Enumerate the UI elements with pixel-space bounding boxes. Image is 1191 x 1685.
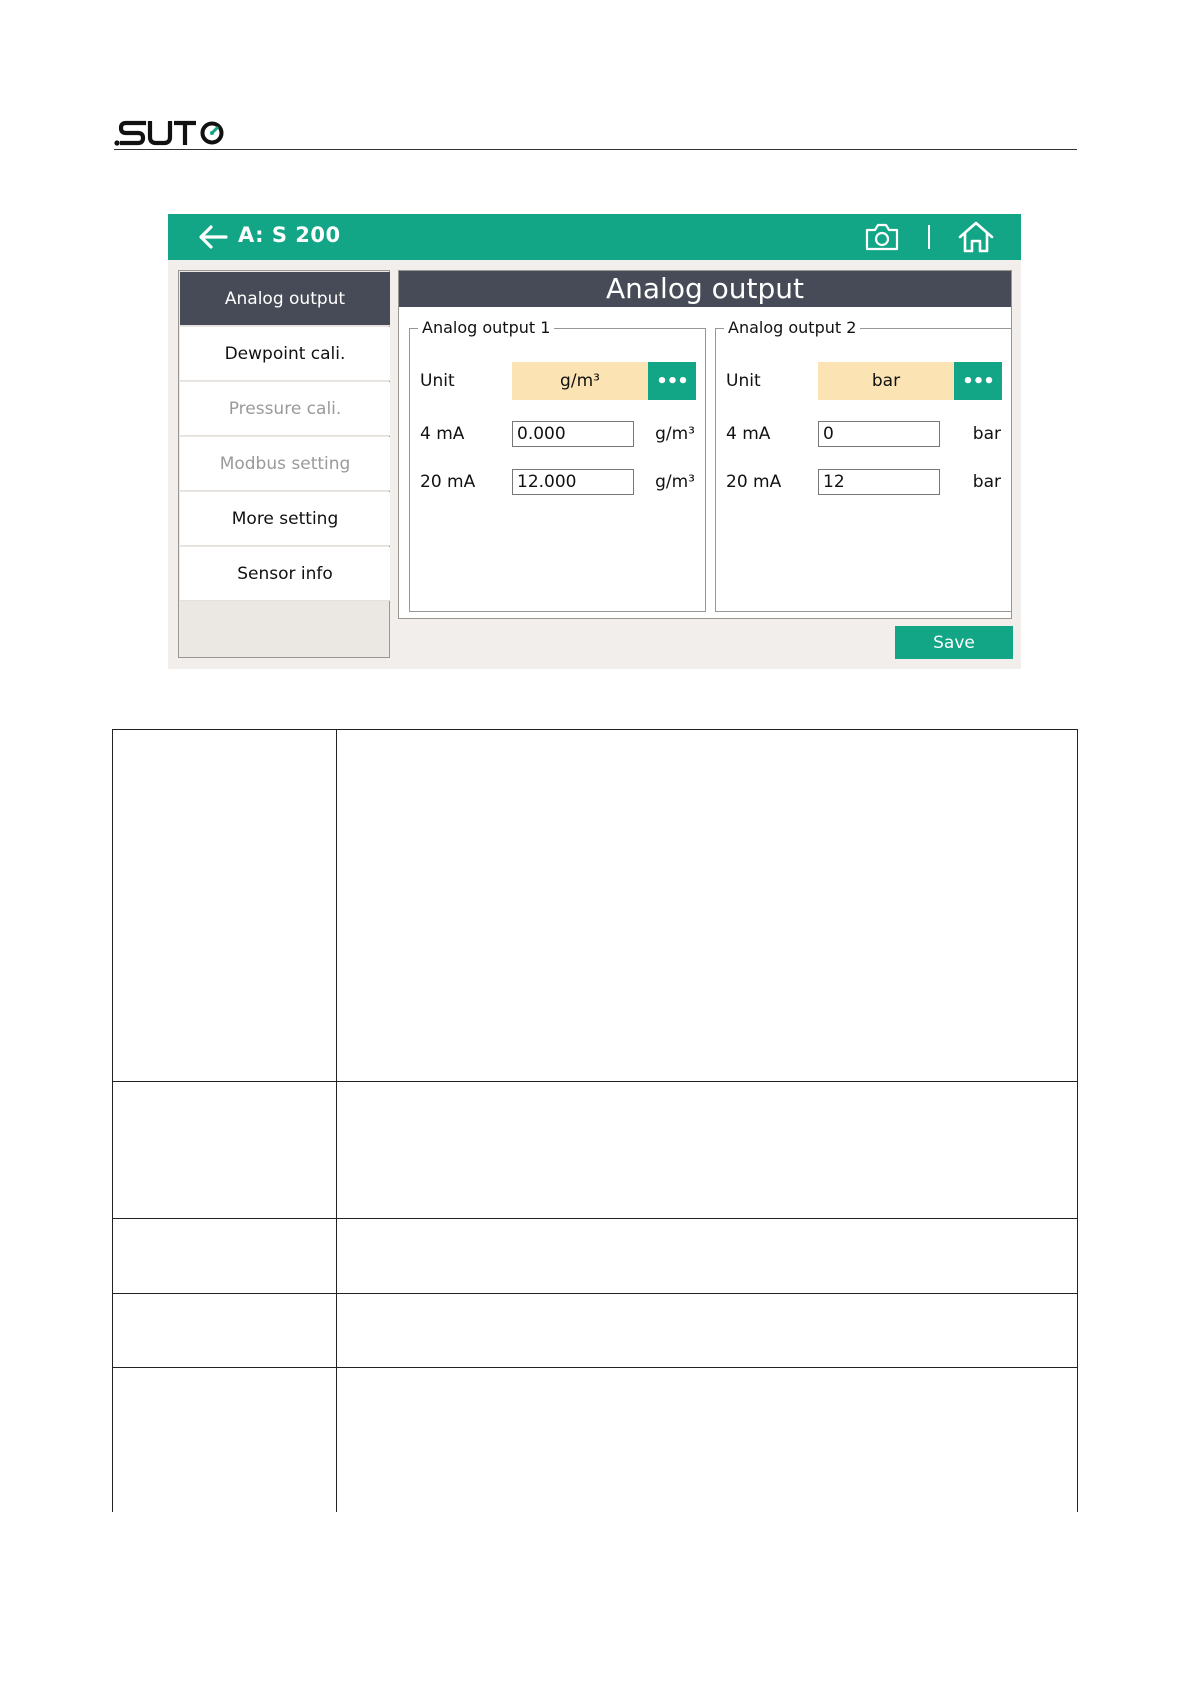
table-cell: [113, 730, 337, 1082]
analog-output-1-group: [409, 318, 706, 612]
output1-4ma-input[interactable]: [512, 421, 634, 447]
device-title: A: S 200: [238, 223, 341, 247]
unit-label: Unit: [420, 371, 455, 391]
table-cell: [337, 1082, 1078, 1219]
unit-selector[interactable]: g/m³: [512, 362, 648, 400]
sidebar-item-pressure-cali[interactable]: [180, 382, 390, 436]
back-arrow-icon[interactable]: [198, 224, 228, 250]
group-legend: Analog output 1: [418, 318, 554, 337]
sidebar-item-analog-output[interactable]: [180, 272, 390, 326]
suto-logo: [114, 110, 234, 148]
sidebar-item-label: Dewpoint cali.: [224, 343, 346, 364]
table-row: [113, 1082, 1078, 1219]
output1-20ma-input[interactable]: [512, 469, 634, 495]
sidebar-item-more-setting[interactable]: [180, 492, 390, 546]
sidebar-item-label: Analog output: [224, 288, 346, 309]
panel-title: Analog output: [399, 271, 1011, 307]
table-cell: [113, 1294, 337, 1368]
group-legend: Analog output 2: [724, 318, 860, 337]
unit-selector[interactable]: bar: [818, 362, 954, 400]
sidebar-item-label: Pressure cali.: [228, 398, 342, 419]
settings-sidebar: [178, 270, 390, 658]
unit-more-button[interactable]: •••: [648, 362, 696, 400]
sidebar-item-dewpoint-cali[interactable]: [180, 327, 390, 381]
row-label-4ma: 4 mA: [420, 424, 465, 444]
table-cell: [337, 1219, 1078, 1294]
device-screen: [168, 214, 1021, 669]
row-label-4ma: 4 mA: [726, 424, 771, 444]
topbar-separator: [928, 225, 930, 249]
analog-output-2-group: [715, 318, 1012, 612]
sidebar-item-label: Sensor info: [237, 563, 333, 584]
unit-label: Unit: [726, 371, 761, 391]
table-cell: [113, 1368, 337, 1512]
table-row: [113, 1294, 1078, 1368]
row-unit: bar: [972, 472, 1001, 492]
row-unit: bar: [972, 424, 1001, 444]
table-cell: [337, 1368, 1078, 1512]
row-unit: g/m³: [655, 424, 695, 444]
home-icon[interactable]: [956, 220, 996, 254]
table-cell: [337, 730, 1078, 1082]
row-label-20ma: 20 mA: [726, 472, 782, 492]
table-row: [113, 730, 1078, 1082]
row-unit: g/m³: [655, 472, 695, 492]
sidebar-item-sensor-info[interactable]: [180, 547, 390, 601]
unit-more-button[interactable]: •••: [954, 362, 1002, 400]
camera-icon[interactable]: [864, 222, 900, 252]
output2-4ma-input[interactable]: [818, 421, 940, 447]
table-row: [113, 1368, 1078, 1512]
sidebar-item-label: Modbus setting: [219, 453, 351, 474]
table-row: [113, 1219, 1078, 1294]
save-button[interactable]: Save: [895, 626, 1013, 659]
sidebar-item-modbus-setting[interactable]: [180, 437, 390, 491]
table-cell: [337, 1294, 1078, 1368]
top-bar: [168, 214, 1021, 260]
row-label-20ma: 20 mA: [420, 472, 476, 492]
sidebar-item-label: More setting: [231, 508, 339, 529]
output2-20ma-input[interactable]: [818, 469, 940, 495]
table-cell: [113, 1082, 337, 1219]
header-rule: [114, 149, 1077, 150]
analog-output-panel: [398, 270, 1012, 619]
description-table: [112, 729, 1078, 1512]
table-cell: [113, 1219, 337, 1294]
